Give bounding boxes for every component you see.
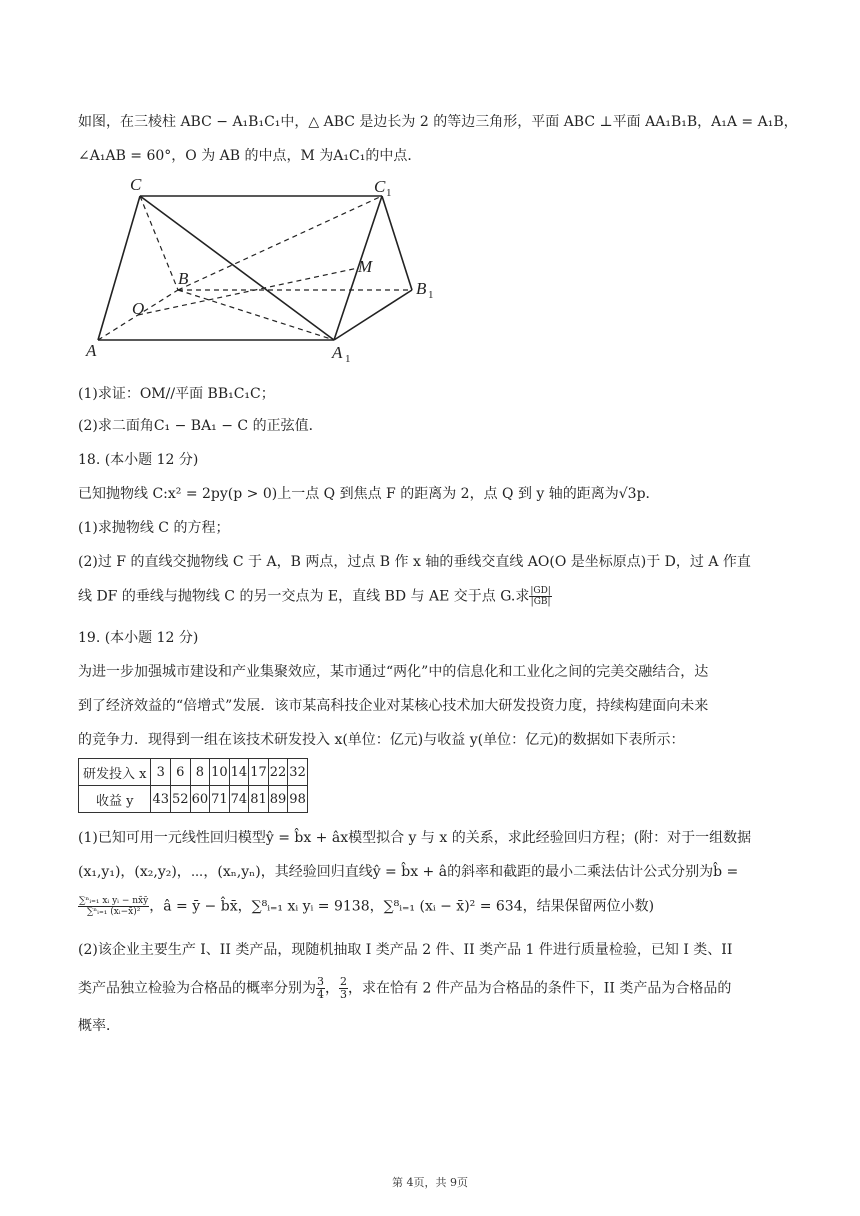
p18-frac-den: |GB|: [530, 597, 551, 607]
p19-q2-line2: [78, 976, 731, 1001]
p19-b-frac-den: ∑ⁿᵢ₌₁ (xᵢ−x̄)²: [86, 907, 141, 917]
p19-frac-a-num: 3: [317, 975, 324, 988]
table-cell: 71: [210, 786, 230, 813]
p18-frac-num: |GD|: [530, 586, 551, 596]
p19-b-fraction: [78, 896, 149, 917]
label-O: O: [132, 299, 145, 318]
p19-q2-line3: 概率．: [78, 1018, 120, 1034]
p18-q2-line2-text: 线 DF 的垂线与抛物线 C 的另一交点为 E，直线 BD 与 AE 交于点 G.求: [78, 588, 530, 605]
table-row: [79, 786, 308, 813]
p19-q2-sep: ，: [325, 980, 339, 997]
table-cell: 98: [288, 786, 308, 813]
p19-frac-b-den: 3: [340, 988, 347, 1001]
label-C1: C: [374, 177, 386, 196]
p19-q1-line3: [78, 896, 654, 917]
label-B1-sub: 1: [428, 289, 434, 301]
edge-C-A1: [140, 196, 334, 340]
p18-intro: 已知抛物线 C:x² = 2py(p > 0)上一点 Q 到焦点 F 的距离为 2，点 Q 到 y 轴的距离为√3p．: [78, 486, 660, 502]
table-cell: 89: [268, 786, 288, 813]
label-B1: B: [416, 279, 427, 298]
p19-q2-line1: (2)该企业主要生产 I、II 类产品，现随机抽取 I 类产品 2 件、II 类产品 1 件进行质量检验，已知 I 类、II: [78, 942, 733, 958]
p19-intro-line1: 为进一步加强城市建设和产业集聚效应，某市通过“两化”中的信息化和工业化之间的完美交融结合，达: [78, 664, 709, 680]
p19-q1-line2: (x₁,y₁)，(x₂,y₂)，⋯，(xₙ,yₙ)，其经验回归直线ŷ = b̂x + â的斜率和截距的最小二乘法估计公式分别为b̂ =: [78, 864, 739, 880]
table-cell: 3: [151, 759, 171, 786]
table-cell: 8: [190, 759, 210, 786]
edge-A1-B1: [334, 290, 412, 340]
dashed-B-A1: [178, 290, 334, 340]
prism-figure: [78, 172, 448, 364]
p18-q1: (1)求抛物线 C 的方程；: [78, 520, 230, 536]
label-M: M: [358, 257, 373, 276]
p17-q2: (2)求二面角C₁ − BA₁ − C 的正弦值．: [78, 418, 323, 434]
table-cell: 52: [171, 786, 191, 813]
dashed-B-C1: [178, 196, 382, 290]
table-header-x: 研发投入 x: [79, 759, 151, 786]
p18-q2-line2: [78, 586, 552, 607]
table-cell: 81: [249, 786, 269, 813]
p19-frac-three-fourths: [316, 976, 325, 1001]
p19-intro-line3: 的竞争力．现得到一组在该技术研发投入 x(单位：亿元)与收益 y(单位：亿元)的数据如下表所示：: [78, 732, 685, 748]
table-cell: 60: [190, 786, 210, 813]
label-A: A: [86, 341, 97, 360]
table-cell: 43: [151, 786, 171, 813]
p19-header: 19. (本小题 12 分): [78, 630, 199, 646]
dashed-O-M: [138, 268, 358, 315]
table-header-y: 收益 y: [79, 786, 151, 813]
p19-frac-two-thirds: [339, 976, 348, 1001]
label-B: B: [178, 269, 189, 288]
p17-q1: (1)求证：OM//平面 BB₁C₁C；: [78, 386, 275, 402]
p19-frac-a-den: 4: [317, 988, 324, 1001]
page-footer: 第 4页，共 9页: [392, 1176, 468, 1189]
p19-intro-line2: 到了经济效益的“倍增式”发展．该市某高科技企业对某核心技术加大研发投资力度，持续构建面向未来: [78, 698, 709, 714]
table-cell: 17: [249, 759, 269, 786]
p18-header: 18. (本小题 12 分): [78, 452, 199, 468]
label-C: C: [130, 175, 142, 194]
label-A1-sub: 1: [345, 353, 351, 364]
p18-fraction: [529, 586, 551, 607]
label-C1-sub: 1: [386, 187, 392, 199]
p19-frac-b-num: 2: [340, 975, 347, 988]
p19-q2-line2-b: ，求在恰有 2 件产品为合格品的条件下，II 类产品为合格品的: [348, 980, 732, 997]
table-cell: 10: [210, 759, 230, 786]
p19-q2-line2-a: 类产品独立检验为合格品的概率分别为: [78, 980, 316, 997]
table-cell: 6: [171, 759, 191, 786]
p19-q1-line1: (1)已知可用一元线性回归模型ŷ = b̂x + âx模型拟合 y 与 x 的关系，求此经验回归方程；(附：对于一组数据: [78, 830, 752, 846]
label-A1: A: [332, 343, 343, 362]
p18-q2-line1: (2)过 F 的直线交抛物线 C 于 A，B 两点，过点 B 作 x 轴的垂线交直线 AO(O 是坐标原点)于 D，过 A 作直: [78, 554, 751, 570]
p17-intro-line2: ∠A₁AB = 60°，O 为 AB 的中点，M 为A₁C₁的中点．: [78, 148, 422, 164]
edge-C1-B1: [382, 196, 412, 290]
table-row: [79, 759, 308, 786]
data-table: [78, 758, 308, 813]
edge-C-A: [98, 196, 140, 340]
table-cell: 22: [268, 759, 288, 786]
table-cell: 74: [229, 786, 249, 813]
table-cell: 14: [229, 759, 249, 786]
p17-intro-line1: 如图，在三棱柱 ABC − A₁B₁C₁中，△ ABC 是边长为 2 的等边三角形，平面 ABC ⊥平面 AA₁B₁B，A₁A = A₁B，: [78, 114, 798, 130]
p19-q1-line3-text: ，â = ȳ − b̂x̄，∑⁸ᵢ₌₁ xᵢ yᵢ = 9138，∑⁸ᵢ₌₁ (xᵢ − x̄)² = 634，结果保留两位小数): [149, 898, 655, 915]
table-cell: 32: [288, 759, 308, 786]
p19-b-frac-num: ∑ⁿᵢ₌₁ xᵢ yᵢ − nx̄ȳ: [79, 896, 149, 906]
